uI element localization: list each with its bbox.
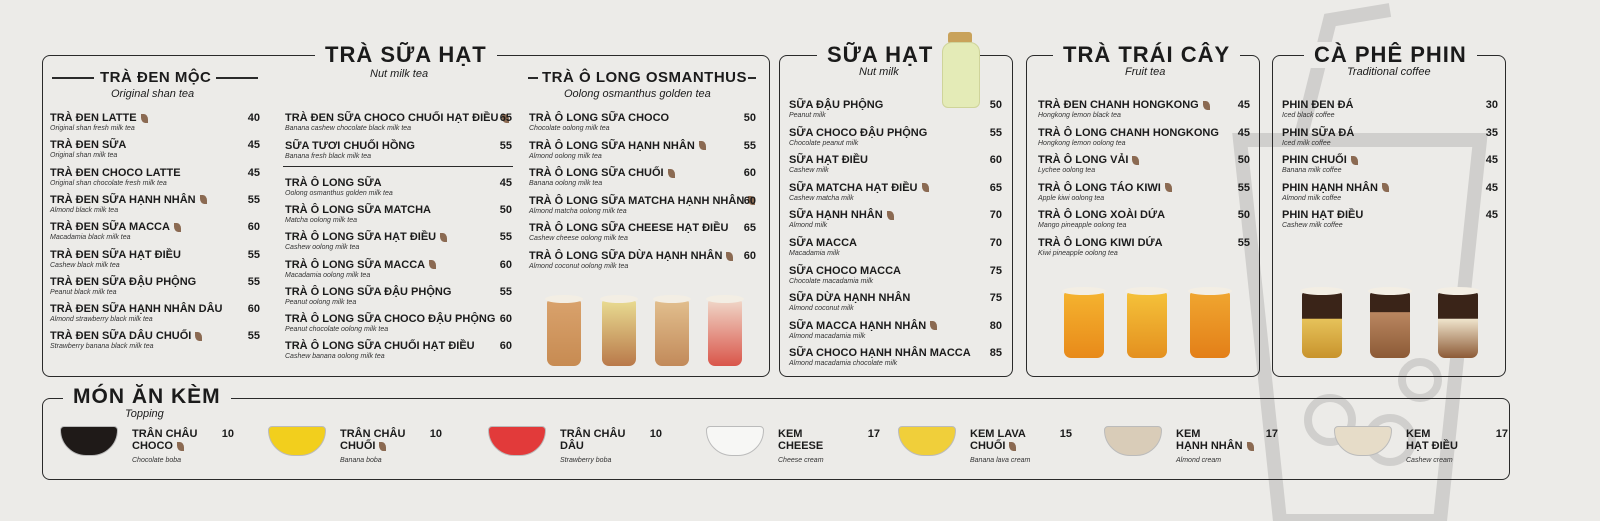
menu-item-price: 55 — [499, 231, 512, 244]
menu-item — [50, 249, 181, 269]
divider — [216, 77, 258, 79]
menu-item-name: PHIN SỮA ĐÁ — [1282, 126, 1355, 139]
menu-item-name: TRÀ Ô LONG SỮA — [285, 177, 382, 189]
menu-item-price: 60 — [743, 167, 756, 180]
menu-item — [789, 182, 929, 202]
menu-item-name: SỮA CHOCO HẠNH NHÂN MACCA — [789, 347, 971, 360]
menu-item-name: SỮA CHOCO MACCA — [789, 264, 901, 277]
topping-name-line1: KEM — [1176, 428, 1201, 440]
coffee-subtitle: Traditional coffee — [1347, 66, 1431, 78]
menu-item — [789, 237, 857, 257]
menu-item — [285, 140, 415, 160]
menu-item-name: PHIN CHUỐI — [1282, 154, 1358, 166]
menu-item-price: 45 — [247, 166, 260, 179]
topping-name-line1: KEM — [1406, 428, 1431, 440]
drink-photo — [602, 300, 636, 366]
menu-item-price: 70 — [989, 237, 1002, 249]
menu-item — [1282, 154, 1358, 174]
menu-item-name: TRÀ Ô LONG SỮA CHUỐI HẠT ĐIỀU — [285, 340, 475, 353]
leaf-icon — [699, 141, 706, 150]
menu-item-name: TRÀ Ô LONG SỮA MACCA — [285, 259, 436, 271]
menu-item-price: 55 — [1237, 237, 1250, 249]
menu-item-description: Almond milk coffee — [1282, 194, 1342, 202]
toppings-section — [42, 398, 1510, 480]
drink-photo — [1190, 292, 1230, 358]
menu-item-description: Cashew cheese oolong milk tea — [529, 235, 628, 243]
menu-item-price: 50 — [499, 204, 512, 217]
menu-item-price: 55 — [247, 193, 260, 206]
menu-item-name: TRÀ Ô LONG SỮA HẠT ĐIỀU — [285, 231, 447, 243]
menu-item-name: TRÀ Ô LONG SỮA ĐẬU PHỘNG — [285, 285, 452, 298]
menu-item-name: TRÀ Ô LONG SỮA DỪA HẠNH NHÂN — [529, 250, 733, 262]
menu-item-description: Cashew oolong milk tea — [285, 244, 360, 252]
menu-item-name: TRÀ Ô LONG CHANH HONGKONG — [1038, 126, 1219, 139]
menu-item-name: SỮA TƯƠI CHUỐI HỒNG — [285, 140, 415, 152]
menu-item-description: Cashew milk coffee — [1282, 222, 1343, 230]
leaf-icon — [174, 223, 181, 232]
menu-item-description: Chocolate macadamia milk — [789, 277, 874, 285]
leaf-icon — [887, 211, 894, 220]
menu-item — [529, 167, 675, 187]
menu-item-name: TRÀ Ô LONG SỮA CHUỐI — [529, 167, 675, 179]
menu-item-name: TRÀ ĐEN SỮA HẠNH NHÂN — [50, 194, 207, 206]
menu-item-price: 80 — [989, 319, 1002, 332]
menu-item-name: TRÀ ĐEN SỮA DÂU CHUỐI — [50, 330, 202, 342]
leaf-icon — [200, 195, 207, 204]
menu-item-description: Apple kiwi oolong tea — [1038, 194, 1105, 202]
drink-photo — [1127, 292, 1167, 358]
toppings-title: MÓN ĂN KÈM — [63, 385, 231, 409]
nut-milk-tea-title: TRÀ SỮA HẠT — [315, 42, 497, 68]
menu-item-description: Almond strawberry black milk tea — [50, 316, 153, 324]
menu-item-description: Macadamia black milk tea — [50, 234, 131, 242]
leaf-icon — [1132, 156, 1139, 165]
menu-item-description: Strawberry banana black milk tea — [50, 343, 154, 351]
menu-item — [1038, 127, 1219, 147]
topping-name-line2: DÂU — [560, 440, 584, 452]
topping-item — [778, 428, 824, 464]
menu-item-price: 45 — [1237, 126, 1250, 139]
menu-item-price: 60 — [989, 154, 1002, 167]
topping-price: 17 — [867, 428, 880, 440]
menu-item — [285, 112, 509, 132]
drink-photo — [1302, 292, 1342, 358]
topping-price: 17 — [1265, 428, 1278, 440]
menu-item-name: SỮA MACCA HẠNH NHÂN — [789, 320, 937, 332]
topping-name-line1: TRÂN CHÂU — [560, 428, 626, 440]
menu-item-description: Peanut milk — [789, 112, 826, 119]
menu-item — [50, 167, 181, 187]
menu-item — [285, 286, 451, 306]
oolong-heading: TRÀ Ô LONG OSMANTHUS — [542, 69, 747, 86]
menu-item — [529, 222, 728, 242]
menu-item — [789, 209, 894, 229]
menu-item-price: 55 — [743, 139, 756, 152]
menu-item-name: TRÀ ĐEN CHANH HONGKONG — [1038, 99, 1210, 111]
menu-item-price: 45 — [247, 139, 260, 152]
menu-item — [1038, 154, 1139, 174]
leaf-icon — [1247, 442, 1254, 451]
menu-item — [1038, 237, 1163, 257]
menu-item — [789, 320, 937, 340]
divider — [528, 77, 538, 79]
leaf-icon — [177, 442, 184, 451]
menu-item-price: 60 — [247, 303, 260, 316]
menu-item-name: PHIN ĐEN ĐÁ — [1282, 99, 1354, 111]
menu-item-price: 55 — [989, 126, 1002, 139]
topping-price: 10 — [649, 428, 662, 440]
topping-item — [970, 428, 1030, 464]
menu-item — [789, 347, 971, 367]
menu-item-description: Almond coconut oolong milk tea — [529, 263, 629, 270]
menu-item-price: 50 — [1237, 209, 1250, 222]
menu-item — [789, 265, 901, 285]
drink-photo — [655, 300, 689, 366]
menu-item-description: Cashew matcha milk — [789, 194, 854, 202]
menu-item-description: Peanut black milk tea — [50, 288, 117, 296]
menu-item — [285, 231, 447, 251]
menu-item-name: TRÀ ĐEN SỮA HẠT ĐIỀU — [50, 248, 181, 261]
menu-item-description: Almond macadamia chocolate milk — [789, 360, 898, 368]
menu-item-price: 70 — [989, 209, 1002, 222]
menu-item — [1282, 99, 1354, 119]
menu-item-name: SỮA HẠT ĐIỀU — [789, 154, 868, 167]
menu-item — [285, 177, 393, 197]
menu-item-description: Banana oolong milk tea — [529, 180, 603, 188]
topping-name-line2: HẠNH NHÂN — [1176, 440, 1254, 452]
leaf-icon — [141, 114, 148, 123]
divider — [52, 77, 94, 79]
menu-item-description: Iced milk coffee — [1282, 139, 1331, 147]
black-tea-heading: TRÀ ĐEN MỘC — [100, 69, 212, 86]
menu-item-description: Macadamia oolong milk tea — [285, 271, 371, 279]
menu-item-description: Peanut chocolate oolong milk tea — [285, 326, 389, 333]
toppings-subtitle: Topping — [125, 408, 164, 420]
menu-item — [285, 259, 436, 279]
menu-item-price: 45 — [1485, 181, 1498, 194]
menu-item-name: TRÀ ĐEN SỮA HẠNH NHÂN DÂU — [50, 303, 223, 316]
leaf-icon — [379, 442, 386, 451]
menu-item — [529, 140, 706, 160]
menu-item-description: Original shan fresh milk tea — [50, 125, 135, 132]
menu-item-description: Banana milk coffee — [1282, 167, 1342, 175]
menu-item-name: TRÀ Ô LONG SỮA CHEESE HẠT ĐIỀU — [529, 222, 729, 235]
leaf-icon — [429, 260, 436, 269]
menu-item-name: SỮA MACCA — [789, 237, 857, 249]
menu-item-name: TRÀ Ô LONG SỮA CHOCO — [529, 112, 670, 124]
menu-item-name: PHIN HẠNH NHÂN — [1282, 182, 1389, 194]
menu-item — [50, 139, 126, 159]
menu-item — [529, 250, 733, 270]
menu-item-description: Almond matcha oolong milk tea — [529, 207, 627, 215]
leaf-icon — [195, 332, 202, 341]
menu-item-description: Cashew black milk tea — [50, 261, 120, 269]
menu-item-name: SỮA MATCHA HẠT ĐIỀU — [789, 182, 929, 194]
topping-name-line1: TRÂN CHÂU — [340, 428, 406, 440]
menu-item-description: Iced black coffee — [1282, 112, 1335, 119]
leaf-icon — [1382, 183, 1389, 192]
menu-item — [1038, 182, 1172, 202]
leaf-icon — [1165, 183, 1172, 192]
menu-item-price: 30 — [1485, 99, 1498, 111]
menu-item — [529, 112, 669, 132]
black-tea-subheading: Original shan tea — [111, 88, 195, 100]
menu-item-name: SỮA HẠNH NHÂN — [789, 209, 894, 221]
menu-item-description: Hongkong lemon oolong tea — [1038, 139, 1126, 147]
menu-item-description: Matcha oolong milk tea — [285, 217, 357, 225]
menu-item-description: Peanut oolong milk tea — [285, 298, 357, 306]
menu-item-name: SỮA DỪA HẠNH NHÂN — [789, 292, 911, 305]
topping-description: Strawberry boba — [560, 457, 612, 464]
leaf-icon — [1351, 156, 1358, 165]
menu-item-description: Original shan milk tea — [50, 152, 118, 160]
topping-name-line2: HẠT ĐIỀU — [1406, 440, 1458, 452]
menu-item-name: TRÀ Ô LONG SỮA CHOCO ĐẬU PHỘNG — [285, 313, 496, 325]
menu-item-price: 75 — [989, 264, 1002, 277]
menu-item-price: 60 — [743, 194, 756, 207]
menu-item-price: 55 — [247, 248, 260, 261]
leaf-icon — [930, 321, 937, 330]
topping-item — [1406, 428, 1458, 464]
drink-photo — [1438, 292, 1478, 358]
menu-item-price: 45 — [1237, 99, 1250, 111]
menu-item-price: 60 — [499, 258, 512, 271]
menu-item-price: 45 — [499, 177, 512, 189]
menu-item-name: TRÀ ĐEN SỮA CHOCO CHUỐI HẠT ĐIỀU — [285, 112, 509, 124]
menu-item — [50, 303, 223, 323]
leaf-icon — [668, 169, 675, 178]
menu-item-name: TRÀ ĐEN LATTE — [50, 112, 148, 124]
menu-item-price: 55 — [499, 285, 512, 298]
topping-name-line1: KEM — [778, 428, 803, 440]
menu-item-price: 35 — [1485, 126, 1498, 139]
menu-item-price: 65 — [989, 181, 1002, 194]
menu-item — [50, 276, 196, 296]
menu-item-name: TRÀ Ô LONG TÁO KIWI — [1038, 182, 1172, 194]
leaf-icon — [1009, 442, 1016, 451]
menu-item — [50, 194, 207, 214]
menu-item-description: Macadamia milk — [789, 250, 840, 257]
menu-item-description: Lychee oolong tea — [1038, 167, 1096, 175]
topping-description: Almond cream — [1176, 457, 1222, 464]
menu-item-name: PHIN HẠT ĐIỀU — [1282, 209, 1364, 222]
menu-item-name: TRÀ Ô LONG VẢI — [1038, 154, 1139, 166]
topping-price: 10 — [429, 428, 442, 440]
menu-item-name: TRÀ Ô LONG SỮA MATCHA — [285, 204, 432, 217]
menu-item-price: 55 — [247, 275, 260, 288]
topping-price: 15 — [1059, 428, 1072, 440]
menu-item-description: Almond coconut milk — [789, 305, 854, 313]
menu-item-price: 50 — [989, 99, 1002, 111]
menu-item — [789, 154, 868, 174]
leaf-icon — [440, 233, 447, 242]
topping-description: Banana lava cream — [970, 457, 1031, 464]
menu-item-price: 65 — [743, 222, 756, 235]
fruit-tea-subtitle: Fruit tea — [1125, 66, 1166, 78]
menu-item-description: Kiwi pineapple oolong tea — [1038, 250, 1118, 257]
menu-item — [1282, 182, 1389, 202]
topping-name-line1: TRÂN CHÂU — [132, 428, 198, 440]
topping-description: Banana boba — [340, 457, 382, 464]
menu-item-price: 50 — [743, 112, 756, 124]
menu-item-description: Almond macadamia milk — [789, 332, 866, 340]
menu-item-price: 65 — [499, 112, 512, 124]
nut-milk-title: SỮA HẠT — [817, 42, 943, 68]
topping-description: Chocolate boba — [132, 457, 182, 464]
menu-item — [285, 313, 495, 333]
milk-bottle-image — [942, 32, 978, 106]
menu-item-price: 45 — [1485, 209, 1498, 222]
leaf-icon — [922, 183, 929, 192]
menu-item-name: TRÀ Ô LONG XOÀI DỨA — [1038, 209, 1166, 222]
menu-item-description: Banana cashew chocolate black milk tea — [285, 125, 412, 132]
menu-item — [1282, 209, 1363, 229]
menu-item-description: Chocolate oolong milk tea — [529, 125, 610, 132]
menu-item-description: Almond milk — [789, 222, 828, 230]
menu-item-name: TRÀ Ô LONG SỮA HẠNH NHÂN — [529, 140, 706, 152]
menu-item — [1038, 209, 1165, 229]
topping-description: Cashew cream — [1406, 457, 1453, 464]
drink-photo — [708, 300, 742, 366]
menu-item — [1038, 99, 1210, 119]
menu-item-name: SỮA CHOCO ĐẬU PHỘNG — [789, 126, 928, 139]
leaf-icon — [1203, 101, 1210, 110]
menu-item-name: TRÀ ĐEN SỮA MACCA — [50, 221, 181, 233]
menu-item-description: Cashew milk — [789, 167, 829, 175]
menu-item-price: 50 — [1237, 154, 1250, 167]
topping-item — [560, 428, 625, 464]
topping-name-line2: CHOCO — [132, 440, 197, 452]
menu-item — [50, 221, 181, 241]
coffee-title: CÀ PHÊ PHIN — [1304, 42, 1477, 68]
menu-item — [285, 340, 475, 360]
menu-item-price: 40 — [247, 112, 260, 124]
menu-item — [789, 292, 910, 312]
topping-item — [132, 428, 197, 464]
menu-item-price: 60 — [499, 340, 512, 353]
menu-item — [285, 204, 431, 224]
menu-item-price: 60 — [499, 313, 512, 325]
menu-item-price: 45 — [1485, 154, 1498, 167]
topping-name-line2: CHUỐI — [340, 440, 405, 452]
topping-description: Cheese cream — [778, 457, 824, 464]
menu-item-description: Mango pineapple oolong tea — [1038, 222, 1127, 230]
menu-item-description: Original shan chocolate fresh milk tea — [50, 179, 167, 187]
menu-item-price: 60 — [743, 250, 756, 262]
menu-item — [529, 195, 755, 215]
menu-item-price: 55 — [499, 140, 512, 152]
menu-item-name: TRÀ Ô LONG KIWI DỨA — [1038, 237, 1163, 249]
menu-item-description: Almond oolong milk tea — [529, 152, 602, 160]
menu-item-description: Oolong osmanthus golden milk tea — [285, 190, 393, 197]
topping-item — [1176, 428, 1254, 464]
menu-item-name: TRÀ ĐEN SỮA — [50, 139, 127, 152]
menu-item-name: TRÀ ĐEN SỮA ĐẬU PHỘNG — [50, 275, 197, 288]
menu-item-price: 75 — [989, 292, 1002, 305]
menu-item-description: Cashew banana oolong milk tea — [285, 353, 385, 361]
menu-item — [50, 112, 148, 132]
drink-photo — [1064, 292, 1104, 358]
menu-item — [789, 99, 883, 119]
drink-photo — [1370, 292, 1410, 358]
oolong-subheading: Oolong osmanthus golden tea — [564, 88, 711, 100]
topping-name-line1: KEM LAVA — [970, 428, 1026, 440]
menu-item-description: Banana fresh black milk tea — [285, 153, 371, 160]
menu-item — [789, 127, 927, 147]
menu-item-price: 85 — [989, 347, 1002, 360]
nut-milk-tea-subtitle: Nut milk tea — [370, 68, 429, 80]
topping-item — [340, 428, 405, 464]
menu-item-price: 60 — [247, 221, 260, 234]
menu-item-price: 55 — [247, 330, 260, 343]
topping-price: 10 — [221, 428, 234, 440]
menu-item — [1282, 127, 1354, 147]
divider — [748, 77, 756, 79]
topping-name-line2: CHEESE — [778, 440, 824, 452]
menu-item-description: Almond black milk tea — [50, 206, 119, 214]
topping-name-line2: CHUỐI — [970, 440, 1030, 452]
menu-item-price: 55 — [1237, 181, 1250, 194]
menu-item-name: TRÀ Ô LONG SỮA MATCHA HẠNH NHÂN — [529, 195, 755, 207]
menu-item-description: Hongkong lemon black tea — [1038, 112, 1121, 119]
menu-item-description: Chocolate peanut milk — [789, 139, 859, 147]
menu-item-name: SỮA ĐẬU PHỘNG — [789, 99, 884, 111]
fruit-tea-title: TRÀ TRÁI CÂY — [1053, 42, 1240, 68]
menu-item-name: TRÀ ĐEN CHOCO LATTE — [50, 166, 181, 179]
topping-price: 17 — [1495, 428, 1508, 440]
nut-milk-subtitle: Nut milk — [859, 66, 899, 78]
menu-item — [50, 330, 202, 350]
drink-photo — [547, 300, 581, 366]
divider — [283, 166, 513, 167]
